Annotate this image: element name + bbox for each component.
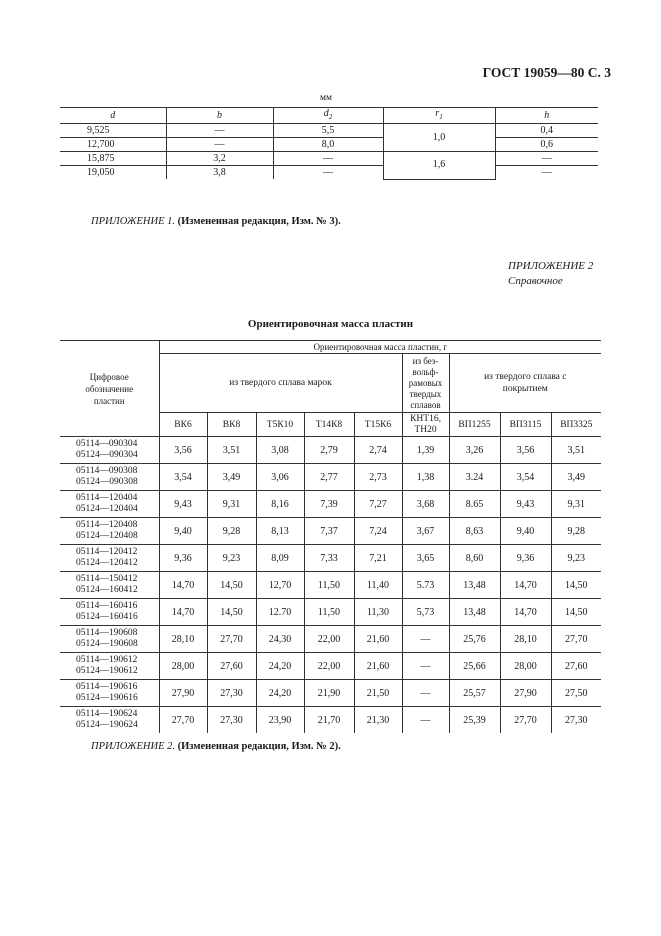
grade-header: КНТ16, ТН20 bbox=[402, 413, 449, 437]
cell-mass: — bbox=[402, 653, 449, 680]
cell-mass: 2,79 bbox=[304, 437, 354, 464]
cell-mass: 27,50 bbox=[551, 680, 601, 707]
cell-mass: 7,24 bbox=[354, 518, 402, 545]
code-line: 05124—120412 bbox=[76, 558, 138, 568]
cell-mass: 9,28 bbox=[207, 518, 256, 545]
appendix2-note bbox=[91, 741, 341, 752]
cell-mass: 21,70 bbox=[304, 707, 354, 734]
table-row bbox=[60, 599, 601, 626]
cell-mass: 14,70 bbox=[500, 599, 551, 626]
code-line: 05114—090308 bbox=[76, 466, 138, 476]
table-row bbox=[60, 545, 601, 572]
cell-mass: 21,60 bbox=[354, 653, 402, 680]
code-line: 05114—120408 bbox=[76, 520, 138, 530]
table-row bbox=[60, 707, 601, 734]
code-line: 05114—120404 bbox=[76, 493, 138, 503]
cell-mass: 28,00 bbox=[500, 653, 551, 680]
cell-mass: 9,40 bbox=[159, 518, 207, 545]
cell-mass: 1,39 bbox=[402, 437, 449, 464]
grade-header: ВК6 bbox=[159, 413, 207, 437]
code-line: 05114—120412 bbox=[76, 547, 138, 557]
cell-mass: 7,39 bbox=[304, 491, 354, 518]
cell-mass: 2,77 bbox=[304, 464, 354, 491]
cell-h: 0,6 bbox=[495, 138, 598, 152]
table-row bbox=[60, 653, 601, 680]
cell-mass: 27,30 bbox=[207, 707, 256, 734]
cell-mass: 3,54 bbox=[159, 464, 207, 491]
cell-code bbox=[60, 518, 159, 545]
code-line: 05124—120404 bbox=[76, 504, 138, 514]
table1-header-row bbox=[60, 108, 598, 124]
cell-mass: 21,90 bbox=[304, 680, 354, 707]
cell-mass: 3,65 bbox=[402, 545, 449, 572]
grade-header: Т15К6 bbox=[354, 413, 402, 437]
cell-d: 12,700 bbox=[60, 138, 166, 152]
page-header: ГОСТ 19059—80 С. 3 bbox=[482, 65, 611, 80]
cell-mass: 8,09 bbox=[256, 545, 304, 572]
cell-mass: 25,76 bbox=[449, 626, 500, 653]
cell-mass: 27,70 bbox=[500, 707, 551, 734]
table-row bbox=[60, 572, 601, 599]
cell-mass: — bbox=[402, 680, 449, 707]
cell-mass: 23,90 bbox=[256, 707, 304, 734]
cell-mass: — bbox=[402, 626, 449, 653]
cell-mass: 25,39 bbox=[449, 707, 500, 734]
cell-mass: 14,50 bbox=[207, 572, 256, 599]
cell-mass: 28,10 bbox=[159, 626, 207, 653]
cell-mass: 9,43 bbox=[500, 491, 551, 518]
cell-mass: 7,27 bbox=[354, 491, 402, 518]
cell-mass: 3,26 bbox=[449, 437, 500, 464]
cell-mass: 28,00 bbox=[159, 653, 207, 680]
cell-mass: 3,67 bbox=[402, 518, 449, 545]
cell-mass: 9,43 bbox=[159, 491, 207, 518]
cell-mass: 27,60 bbox=[207, 653, 256, 680]
cell-mass: — bbox=[402, 707, 449, 734]
dimensions-table bbox=[60, 107, 598, 180]
table-row bbox=[60, 138, 598, 152]
cell-h: — bbox=[495, 152, 598, 166]
cell-mass: 14,50 bbox=[207, 599, 256, 626]
code-line: 05124—190624 bbox=[76, 720, 138, 730]
table-row bbox=[60, 626, 601, 653]
code-line: 05124—160412 bbox=[76, 585, 138, 595]
cell-mass: 11,40 bbox=[354, 572, 402, 599]
cell-mass: 8,63 bbox=[449, 518, 500, 545]
cell-d2: 5,5 bbox=[273, 124, 383, 138]
code-line: 05114—190608 bbox=[76, 628, 138, 638]
cell-code bbox=[60, 437, 159, 464]
cell-mass: 9,23 bbox=[207, 545, 256, 572]
cell-mass: 3,68 bbox=[402, 491, 449, 518]
cell-mass: 27,30 bbox=[551, 707, 601, 734]
cell-code bbox=[60, 626, 159, 653]
group-coated: из твердого сплава с покрытием bbox=[449, 354, 601, 413]
cell-b: — bbox=[166, 124, 273, 138]
cell-mass: 2,73 bbox=[354, 464, 402, 491]
cell-d: 9,525 bbox=[60, 124, 166, 138]
cell-mass: 3,54 bbox=[500, 464, 551, 491]
table-row bbox=[60, 166, 598, 180]
cell-mass: 14,70 bbox=[500, 572, 551, 599]
cell-h: — bbox=[495, 166, 598, 180]
cell-code bbox=[60, 707, 159, 734]
appendix2-label: ПРИЛОЖЕНИЕ 2 bbox=[508, 260, 594, 272]
code-column-header: Цифровое обозначение пластин bbox=[60, 341, 159, 437]
cell-mass: 27,90 bbox=[500, 680, 551, 707]
cell-mass: 14,70 bbox=[159, 599, 207, 626]
cell-b: 3,8 bbox=[166, 166, 273, 180]
cell-mass: 27,70 bbox=[159, 707, 207, 734]
code-line: 05124—120408 bbox=[76, 531, 138, 541]
cell-mass: 14,50 bbox=[551, 572, 601, 599]
appendix2-note-label: ПРИЛОЖЕНИЕ 2. bbox=[91, 741, 175, 752]
grade-header: ВП1255 bbox=[449, 413, 500, 437]
col-header-d2: $d_2$ bbox=[273, 108, 383, 124]
group-hard-alloy: из твердого сплава марок bbox=[159, 354, 402, 413]
cell-code bbox=[60, 599, 159, 626]
cell-mass: 3,06 bbox=[256, 464, 304, 491]
cell-mass: 7,21 bbox=[354, 545, 402, 572]
code-line: 05114—190612 bbox=[76, 655, 138, 665]
code-line: 05114—090304 bbox=[76, 439, 138, 449]
appendix2-heading bbox=[508, 259, 593, 289]
cell-mass: 28,10 bbox=[500, 626, 551, 653]
cell-mass: 21,60 bbox=[354, 626, 402, 653]
cell-mass: 2,74 bbox=[354, 437, 402, 464]
table1-unit: мм bbox=[320, 93, 333, 103]
col-header-r1: $r_1$ bbox=[383, 108, 495, 124]
cell-mass: 8,16 bbox=[256, 491, 304, 518]
cell-mass: 21,30 bbox=[354, 707, 402, 734]
cell-d2: — bbox=[273, 152, 383, 166]
cell-mass: 11,50 bbox=[304, 572, 354, 599]
code-line: 05124—190608 bbox=[76, 639, 138, 649]
cell-mass: 27,60 bbox=[551, 653, 601, 680]
code-line: 05124—160416 bbox=[76, 612, 138, 622]
cell-mass: 24,20 bbox=[256, 653, 304, 680]
code-line: 05114—150412 bbox=[76, 574, 138, 584]
cell-mass: 14,70 bbox=[159, 572, 207, 599]
table-row bbox=[60, 464, 601, 491]
appendix1-note-text: (Измененная редакция, Изм. № 3). bbox=[177, 216, 341, 227]
appendix1-note-label: ПРИЛОЖЕНИЕ 1. bbox=[91, 216, 175, 227]
cell-d: 15,875 bbox=[60, 152, 166, 166]
cell-mass: 9,23 bbox=[551, 545, 601, 572]
code-line: 05114—160416 bbox=[76, 601, 138, 611]
cell-mass: 27,90 bbox=[159, 680, 207, 707]
table-row bbox=[60, 152, 598, 166]
cell-b: — bbox=[166, 138, 273, 152]
code-line: 05114—190616 bbox=[76, 682, 138, 692]
cell-mass: 12,70 bbox=[256, 572, 304, 599]
code-line: 05124—190612 bbox=[76, 666, 138, 676]
mass-header: Ориентировочная масса пластин, г bbox=[159, 341, 601, 354]
col-header-h: h bbox=[495, 108, 598, 124]
cell-mass: 5.73 bbox=[402, 572, 449, 599]
cell-mass: 25,66 bbox=[449, 653, 500, 680]
cell-mass: 27,70 bbox=[207, 626, 256, 653]
cell-mass: 11,30 bbox=[354, 599, 402, 626]
cell-mass: 27,30 bbox=[207, 680, 256, 707]
cell-d2: — bbox=[273, 166, 383, 180]
cell-mass: 3,51 bbox=[551, 437, 601, 464]
cell-mass: 22,00 bbox=[304, 626, 354, 653]
cell-mass: 7,37 bbox=[304, 518, 354, 545]
cell-mass: 7,33 bbox=[304, 545, 354, 572]
cell-mass: 14,50 bbox=[551, 599, 601, 626]
appendix2-note-text: (Измененная редакция, Изм. № 2). bbox=[177, 741, 341, 752]
grade-header: Т5К10 bbox=[256, 413, 304, 437]
cell-mass: 1,38 bbox=[402, 464, 449, 491]
cell-mass: 3,49 bbox=[207, 464, 256, 491]
grade-header: ВП3115 bbox=[500, 413, 551, 437]
cell-mass: 8,13 bbox=[256, 518, 304, 545]
cell-code bbox=[60, 464, 159, 491]
cell-mass: 22,00 bbox=[304, 653, 354, 680]
cell-mass: 3.24 bbox=[449, 464, 500, 491]
cell-mass: 8.65 bbox=[449, 491, 500, 518]
appendix2-type: Справочное bbox=[508, 275, 563, 287]
cell-mass: 9,28 bbox=[551, 518, 601, 545]
code-line: 05124—090304 bbox=[76, 450, 138, 460]
group-tungsten-free: из без-вольф-рамовых твердых сплавов bbox=[402, 354, 449, 413]
cell-r1: 1,6 bbox=[383, 152, 495, 180]
table-row bbox=[60, 124, 598, 138]
cell-mass: 3,51 bbox=[207, 437, 256, 464]
col-header-d: d bbox=[60, 108, 166, 124]
cell-mass: 9,36 bbox=[159, 545, 207, 572]
cell-code bbox=[60, 491, 159, 518]
table-row bbox=[60, 518, 601, 545]
cell-r1: 1,0 bbox=[383, 124, 495, 152]
table-row bbox=[60, 491, 601, 518]
cell-code bbox=[60, 653, 159, 680]
code-line: 05124—190616 bbox=[76, 693, 138, 703]
cell-mass: 8,60 bbox=[449, 545, 500, 572]
cell-mass: 9,36 bbox=[500, 545, 551, 572]
cell-code bbox=[60, 680, 159, 707]
cell-mass: 27,70 bbox=[551, 626, 601, 653]
cell-mass: 9,31 bbox=[207, 491, 256, 518]
appendix1-note bbox=[91, 216, 341, 227]
cell-mass: 3,49 bbox=[551, 464, 601, 491]
cell-mass: 9,40 bbox=[500, 518, 551, 545]
table-row bbox=[60, 680, 601, 707]
grade-header: Т14К8 bbox=[304, 413, 354, 437]
cell-mass: 13,48 bbox=[449, 572, 500, 599]
cell-mass: 11,50 bbox=[304, 599, 354, 626]
col-header-b: b bbox=[166, 108, 273, 124]
cell-mass: 21,50 bbox=[354, 680, 402, 707]
cell-mass: 12.70 bbox=[256, 599, 304, 626]
cell-mass: 3,56 bbox=[159, 437, 207, 464]
cell-mass: 24,20 bbox=[256, 680, 304, 707]
code-line: 05124—090308 bbox=[76, 477, 138, 487]
cell-h: 0,4 bbox=[495, 124, 598, 138]
cell-b: 3,2 bbox=[166, 152, 273, 166]
cell-mass: 13,48 bbox=[449, 599, 500, 626]
grade-header: ВП3325 bbox=[551, 413, 601, 437]
cell-mass: 3,56 bbox=[500, 437, 551, 464]
grade-header: ВК8 bbox=[207, 413, 256, 437]
cell-code bbox=[60, 545, 159, 572]
cell-d2: 8,0 bbox=[273, 138, 383, 152]
table-row bbox=[60, 437, 601, 464]
code-line: 05114—190624 bbox=[76, 709, 138, 719]
cell-mass: 24,30 bbox=[256, 626, 304, 653]
cell-mass: 3,08 bbox=[256, 437, 304, 464]
cell-d: 19,050 bbox=[60, 166, 166, 180]
cell-mass: 25,57 bbox=[449, 680, 500, 707]
mass-table bbox=[60, 340, 601, 733]
table2-title: Ориентировочная масса пластин bbox=[247, 318, 414, 330]
cell-mass: 5,73 bbox=[402, 599, 449, 626]
cell-code bbox=[60, 572, 159, 599]
cell-mass: 9,31 bbox=[551, 491, 601, 518]
